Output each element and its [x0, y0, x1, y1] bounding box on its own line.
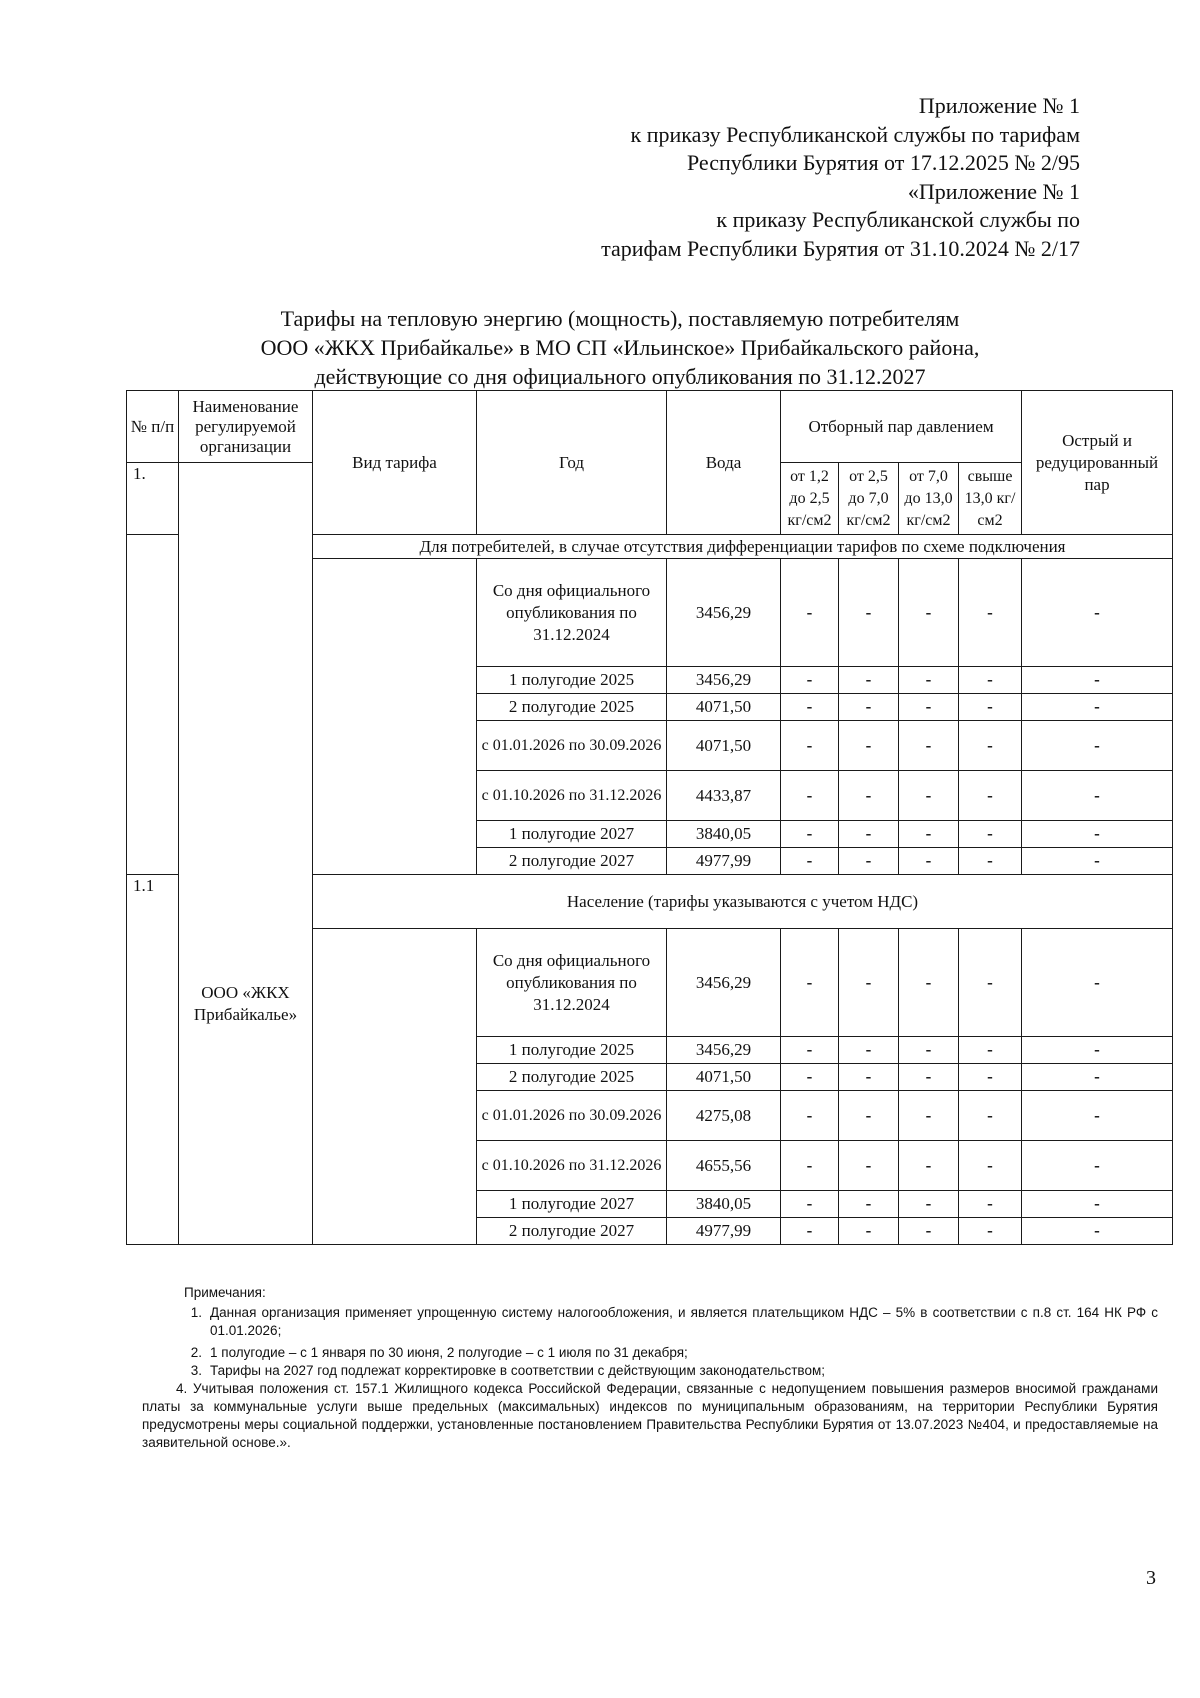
water-cell: 3840,05	[667, 821, 781, 848]
steam-1-cell: -	[781, 721, 839, 771]
steam-3-cell: -	[899, 1191, 959, 1218]
organization-name: ООО «ЖКХ Прибайкалье»	[179, 463, 313, 1245]
water-cell: 4433,87	[667, 771, 781, 821]
steam-3-cell: -	[899, 929, 959, 1037]
steam-3-cell: -	[899, 1141, 959, 1191]
page-number: 3	[1146, 1567, 1156, 1589]
steam-1-cell: -	[781, 771, 839, 821]
period-cell: 1 полугодие 2025	[477, 1037, 667, 1064]
sharp-cell: -	[1022, 1218, 1173, 1245]
water-cell: 4071,50	[667, 694, 781, 721]
steam-4-cell: -	[959, 559, 1022, 667]
water-cell: 3840,05	[667, 1191, 781, 1218]
header-line: Приложение № 1	[918, 93, 1080, 118]
sharp-cell: -	[1022, 1091, 1173, 1141]
document-header	[601, 92, 1080, 263]
steam-4-cell: -	[959, 1141, 1022, 1191]
header-line: Республики Бурятия от 17.12.2025 № 2/95	[686, 150, 1080, 175]
water-cell: 3456,29	[667, 559, 781, 667]
num-cell-spacer	[127, 535, 179, 875]
note-item	[142, 1304, 1158, 1340]
steam-3-cell: -	[899, 694, 959, 721]
title-line: ООО «ЖКХ Прибайкалье» в МО СП «Ильинское» Прибайкальского района,	[260, 335, 980, 360]
period-cell: с 01.01.2026 по 30.09.2026	[477, 1091, 667, 1141]
water-cell: 4071,50	[667, 721, 781, 771]
row-number-1-1: 1.1	[127, 875, 179, 1245]
steam-4-cell: -	[959, 667, 1022, 694]
steam-3-cell: -	[899, 1091, 959, 1141]
steam-2-cell: -	[839, 559, 899, 667]
period-cell: с 01.10.2026 по 31.12.2026	[477, 1141, 667, 1191]
note-text: Данная организация применяет упрощенную систему налогообложения, и является плательщиком НДС – 5% в соответствии с п.8 ст. 164 НК РФ с 01.01.2026;	[210, 1305, 1158, 1338]
steam-3-cell: -	[899, 848, 959, 875]
steam-1-cell: -	[781, 929, 839, 1037]
sharp-cell: -	[1022, 721, 1173, 771]
row-number-1: 1.	[127, 463, 179, 535]
steam-2-cell: -	[839, 667, 899, 694]
steam-2-cell: -	[839, 1064, 899, 1091]
sharp-cell: -	[1022, 694, 1173, 721]
steam-1-cell: -	[781, 694, 839, 721]
steam-1-cell: -	[781, 1037, 839, 1064]
steam-1-cell: -	[781, 559, 839, 667]
steam-4-cell: -	[959, 1037, 1022, 1064]
steam-2-cell: -	[839, 1091, 899, 1141]
sharp-cell: -	[1022, 848, 1173, 875]
header-steam-4: свыше 13,0 кг/см2	[959, 463, 1022, 535]
period-cell: с 01.10.2026 по 31.12.2026	[477, 771, 667, 821]
header-line: «Приложение № 1	[907, 178, 1080, 204]
water-cell: 3456,29	[667, 929, 781, 1037]
header-line: к приказу Республиканской службы по	[716, 207, 1080, 232]
steam-1-cell: -	[781, 1091, 839, 1141]
steam-2-cell: -	[839, 929, 899, 1037]
steam-3-cell: -	[899, 821, 959, 848]
steam-4-cell: -	[959, 821, 1022, 848]
note-number: 3.	[190, 1363, 202, 1378]
steam-2-cell: -	[839, 1141, 899, 1191]
period-cell: Со дня официального опубликования по 31.12.2024	[477, 929, 667, 1037]
sharp-cell: -	[1022, 559, 1173, 667]
steam-2-cell: -	[839, 721, 899, 771]
period-cell: 1 полугодие 2027	[477, 821, 667, 848]
steam-2-cell: -	[839, 694, 899, 721]
period-cell: 2 полугодие 2025	[477, 1064, 667, 1091]
section-2-label: Население (тарифы указываются с учетом НДС)	[313, 875, 1173, 929]
sharp-cell: -	[1022, 821, 1173, 848]
steam-4-cell: -	[959, 721, 1022, 771]
steam-2-cell: -	[839, 848, 899, 875]
steam-3-cell: -	[899, 1037, 959, 1064]
steam-2-cell: -	[839, 1218, 899, 1245]
steam-1-cell: -	[781, 667, 839, 694]
period-cell: с 01.01.2026 по 30.09.2026	[477, 721, 667, 771]
header-steam-3: от 7,0 до 13,0 кг/см2	[899, 463, 959, 535]
header-line: к приказу Республиканской службы по тарифам	[630, 121, 1080, 147]
title-line: Тарифы на тепловую энергию (мощность), поставляемую потребителям	[280, 306, 960, 331]
header-row	[127, 391, 1173, 463]
header-steam-group: Отборный пар давлением	[781, 391, 1022, 463]
steam-2-cell: -	[839, 771, 899, 821]
water-cell: 4977,99	[667, 848, 781, 875]
steam-3-cell: -	[899, 1218, 959, 1245]
note-text: Учитывая положения ст. 157.1 Жилищного кодекса Российской Федерации, связанные с недопущением повышения размеров вносимой гражданами платы за коммунальные услуги выше предельных (максимальных) индексов по муниципальным образованиям, на территории Республики Бурятия предусмотрены меры социальной поддержки, установленные постановлением Правительства Республики Бурятия от 13.07.2023 №404, и предоставляемые на заявительной основе.».	[142, 1381, 1158, 1450]
note-text: 1 полугодие – с 1 января по 30 июня, 2 полугодие – с 1 июля по 31 декабря;	[210, 1345, 688, 1360]
header-tariff-type: Вид тарифа	[313, 391, 477, 535]
header-steam-2: от 2,5 до 7,0 кг/см2	[839, 463, 899, 535]
header-num: № п/п	[127, 391, 179, 463]
steam-1-cell: -	[781, 1064, 839, 1091]
tariff-type-cell	[313, 559, 477, 875]
sharp-cell: -	[1022, 1037, 1173, 1064]
document-title	[180, 304, 1060, 391]
steam-1-cell: -	[781, 1141, 839, 1191]
steam-4-cell: -	[959, 694, 1022, 721]
period-cell: 1 полугодие 2027	[477, 1191, 667, 1218]
note-number: 1.	[190, 1305, 202, 1320]
water-cell: 3456,29	[667, 667, 781, 694]
steam-4-cell: -	[959, 1064, 1022, 1091]
steam-3-cell: -	[899, 667, 959, 694]
note-item	[142, 1380, 1158, 1452]
steam-4-cell: -	[959, 771, 1022, 821]
steam-1-cell: -	[781, 1191, 839, 1218]
tariff-table	[126, 390, 1173, 1245]
steam-1-cell: -	[781, 821, 839, 848]
steam-1-cell: -	[781, 1218, 839, 1245]
tariff-type-cell	[313, 929, 477, 1245]
steam-3-cell: -	[899, 771, 959, 821]
steam-3-cell: -	[899, 559, 959, 667]
sharp-cell: -	[1022, 667, 1173, 694]
notes-title: Примечания:	[184, 1285, 266, 1300]
note-number: 4.	[176, 1381, 188, 1396]
header-steam-1: от 1,2 до 2,5 кг/см2	[781, 463, 839, 535]
sharp-cell: -	[1022, 1064, 1173, 1091]
header-line: тарифам Республики Бурятия от 31.10.2024 № 2/17	[601, 235, 1080, 261]
note-text: Тарифы на 2027 год подлежат корректировке в соответствии с действующим законодательством;	[210, 1363, 825, 1378]
water-cell: 4275,08	[667, 1091, 781, 1141]
period-cell: 2 полугодие 2027	[477, 1218, 667, 1245]
steam-4-cell: -	[959, 848, 1022, 875]
steam-1-cell: -	[781, 848, 839, 875]
steam-2-cell: -	[839, 821, 899, 848]
steam-3-cell: -	[899, 721, 959, 771]
sharp-cell: -	[1022, 929, 1173, 1037]
water-cell: 3456,29	[667, 1037, 781, 1064]
steam-4-cell: -	[959, 929, 1022, 1037]
steam-4-cell: -	[959, 1191, 1022, 1218]
note-item	[142, 1362, 1158, 1380]
period-cell: 2 полугодие 2027	[477, 848, 667, 875]
header-water: Вода	[667, 391, 781, 535]
period-cell: Со дня официального опубликования по 31.12.2024	[477, 559, 667, 667]
steam-4-cell: -	[959, 1091, 1022, 1141]
steam-2-cell: -	[839, 1037, 899, 1064]
water-cell: 4071,50	[667, 1064, 781, 1091]
period-cell: 1 полугодие 2025	[477, 667, 667, 694]
notes-section	[142, 1284, 1158, 1452]
water-cell: 4655,56	[667, 1141, 781, 1191]
steam-2-cell: -	[839, 1191, 899, 1218]
header-sharp-steam: Острый и редуцированный пар	[1022, 391, 1173, 535]
sharp-cell: -	[1022, 1191, 1173, 1218]
note-item	[142, 1344, 1158, 1362]
sharp-cell: -	[1022, 771, 1173, 821]
title-line: действующие со дня официального опубликования по 31.12.2027	[314, 364, 926, 389]
period-cell: 2 полугодие 2025	[477, 694, 667, 721]
steam-4-cell: -	[959, 1218, 1022, 1245]
section-1-label: Для потребителей, в случае отсутствия дифференциации тарифов по схеме подключения	[313, 535, 1173, 559]
header-org: Наименование регулируемой организации	[179, 391, 313, 463]
sharp-cell: -	[1022, 1141, 1173, 1191]
water-cell: 4977,99	[667, 1218, 781, 1245]
steam-3-cell: -	[899, 1064, 959, 1091]
note-number: 2.	[190, 1345, 202, 1360]
header-year: Год	[477, 391, 667, 535]
